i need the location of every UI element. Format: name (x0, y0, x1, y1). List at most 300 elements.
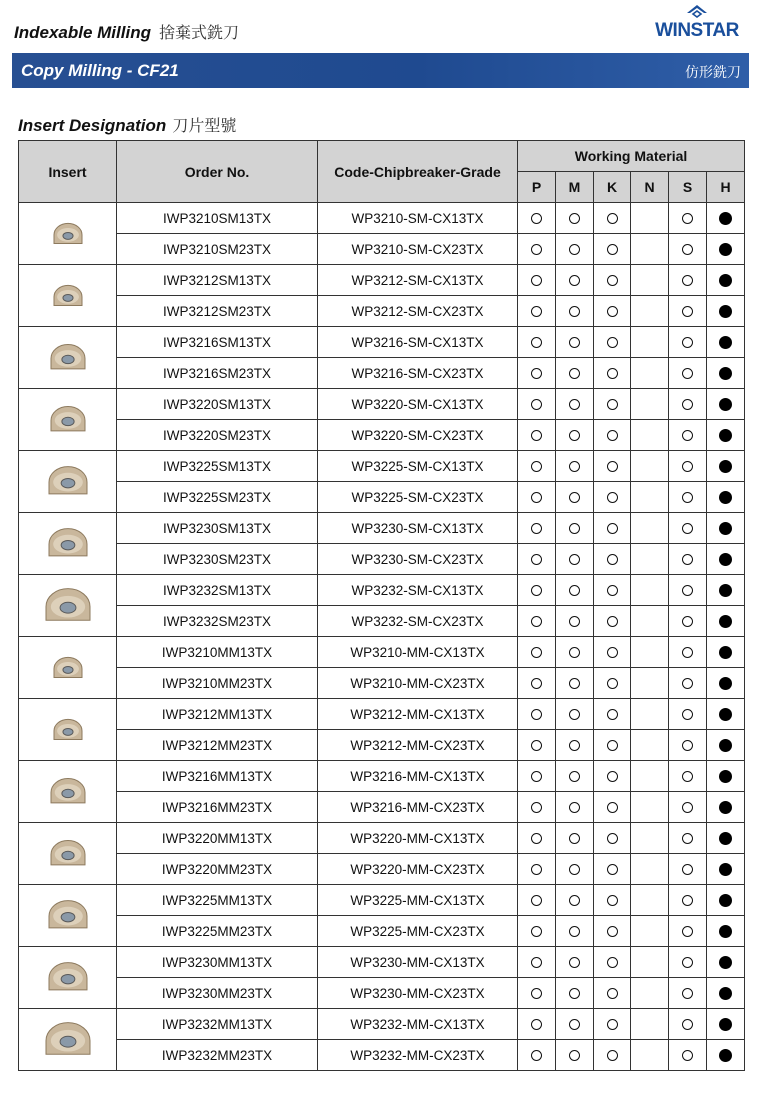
material-n: N (631, 172, 669, 203)
suitability-cell (669, 885, 707, 916)
open-circle-icon (569, 244, 580, 255)
page-title (14, 20, 239, 43)
suitability-cell (669, 823, 707, 854)
order-no-cell: IWP3230SM23TX (117, 544, 318, 575)
open-circle-icon (607, 1050, 618, 1061)
suitability-cell (556, 885, 594, 916)
suitability-cell (707, 792, 745, 823)
suitability-cell (518, 389, 556, 420)
open-circle-icon (531, 1019, 542, 1030)
suitability-cell (556, 234, 594, 265)
order-no-cell: IWP3212MM13TX (117, 699, 318, 730)
open-circle-icon (531, 368, 542, 379)
suitability-cell (669, 203, 707, 234)
open-circle-icon (607, 833, 618, 844)
open-circle-icon (682, 368, 693, 379)
logo-mark-icon (684, 4, 710, 20)
filled-circle-icon (719, 398, 732, 411)
open-circle-icon (607, 492, 618, 503)
open-circle-icon (531, 306, 542, 317)
order-no-cell: IWP3232SM23TX (117, 606, 318, 637)
filled-circle-icon (719, 925, 732, 938)
suitability-cell (594, 668, 631, 699)
filled-circle-icon (719, 553, 732, 566)
order-no-cell: IWP3216SM13TX (117, 327, 318, 358)
open-circle-icon (531, 585, 542, 596)
table-row (19, 823, 745, 854)
code-cell: WP3212-SM-CX13TX (318, 265, 518, 296)
suitability-cell (707, 606, 745, 637)
table-body (19, 203, 745, 1071)
section-banner (12, 53, 749, 88)
suitability-cell (669, 513, 707, 544)
suitability-cell (556, 637, 594, 668)
suitability-cell (669, 420, 707, 451)
insert-image-cell (19, 823, 117, 885)
open-circle-icon (682, 337, 693, 348)
open-circle-icon (569, 337, 580, 348)
code-cell: WP3220-MM-CX23TX (318, 854, 518, 885)
suitability-cell (518, 637, 556, 668)
insert-xlarge-icon (43, 1018, 93, 1061)
table-row (19, 1040, 745, 1071)
insert-large-icon (46, 958, 90, 996)
open-circle-icon (682, 864, 693, 875)
table-row (19, 265, 745, 296)
filled-circle-icon (719, 367, 732, 380)
header-order-no: Order No. (117, 141, 318, 203)
open-circle-icon (682, 492, 693, 503)
insert-medium-icon (48, 402, 88, 437)
suitability-cell (631, 575, 669, 606)
code-cell: WP3216-MM-CX23TX (318, 792, 518, 823)
suitability-cell (594, 1040, 631, 1071)
order-no-cell: IWP3230MM13TX (117, 947, 318, 978)
table-row (19, 544, 745, 575)
order-no-cell: IWP3230SM13TX (117, 513, 318, 544)
suitability-cell (594, 699, 631, 730)
suitability-cell (518, 451, 556, 482)
suitability-cell (594, 823, 631, 854)
suitability-cell (707, 451, 745, 482)
insert-large-icon (46, 524, 90, 562)
suitability-cell (707, 575, 745, 606)
suitability-cell (707, 203, 745, 234)
suitability-cell (669, 389, 707, 420)
open-circle-icon (569, 275, 580, 286)
suitability-cell (669, 792, 707, 823)
open-circle-icon (682, 740, 693, 751)
suitability-cell (518, 513, 556, 544)
open-circle-icon (607, 895, 618, 906)
open-circle-icon (682, 1050, 693, 1061)
filled-circle-icon (719, 460, 732, 473)
filled-circle-icon (719, 336, 732, 349)
material-h: H (707, 172, 745, 203)
open-circle-icon (531, 554, 542, 565)
open-circle-icon (682, 244, 693, 255)
open-circle-icon (607, 926, 618, 937)
suitability-cell (556, 203, 594, 234)
order-no-cell: IWP3225SM23TX (117, 482, 318, 513)
open-circle-icon (607, 585, 618, 596)
banner-title-zh: 仿形銑刀 (685, 64, 741, 80)
code-cell: WP3212-MM-CX13TX (318, 699, 518, 730)
suitability-cell (594, 575, 631, 606)
suitability-cell (707, 885, 745, 916)
suitability-cell (631, 978, 669, 1009)
suitability-cell (556, 451, 594, 482)
suitability-cell (518, 947, 556, 978)
code-cell: WP3216-SM-CX13TX (318, 327, 518, 358)
code-cell: WP3230-SM-CX13TX (318, 513, 518, 544)
order-no-cell: IWP3216MM23TX (117, 792, 318, 823)
table-row (19, 358, 745, 389)
table-row (19, 203, 745, 234)
filled-circle-icon (719, 770, 732, 783)
open-circle-icon (569, 616, 580, 627)
open-circle-icon (531, 771, 542, 782)
code-cell: WP3210-SM-CX13TX (318, 203, 518, 234)
open-circle-icon (682, 213, 693, 224)
code-cell: WP3216-MM-CX13TX (318, 761, 518, 792)
insert-image-cell (19, 451, 117, 513)
open-circle-icon (531, 833, 542, 844)
filled-circle-icon (719, 584, 732, 597)
suitability-cell (707, 978, 745, 1009)
suitability-cell (631, 699, 669, 730)
open-circle-icon (682, 461, 693, 472)
open-circle-icon (569, 430, 580, 441)
suitability-cell (556, 1009, 594, 1040)
suitability-cell (707, 1040, 745, 1071)
suitability-cell (631, 885, 669, 916)
order-no-cell: IWP3216SM23TX (117, 358, 318, 389)
open-circle-icon (607, 430, 618, 441)
code-cell: WP3230-MM-CX13TX (318, 947, 518, 978)
suitability-cell (631, 544, 669, 575)
table-row (19, 885, 745, 916)
filled-circle-icon (719, 522, 732, 535)
section-heading-en: Insert Designation (18, 116, 167, 135)
suitability-cell (707, 234, 745, 265)
suitability-cell (631, 1009, 669, 1040)
suitability-cell (594, 761, 631, 792)
table-row (19, 978, 745, 1009)
code-cell: WP3220-SM-CX23TX (318, 420, 518, 451)
order-no-cell: IWP3220MM13TX (117, 823, 318, 854)
suitability-cell (518, 606, 556, 637)
open-circle-icon (682, 678, 693, 689)
suitability-cell (707, 668, 745, 699)
suitability-cell (556, 823, 594, 854)
open-circle-icon (607, 1019, 618, 1030)
suitability-cell (631, 389, 669, 420)
open-circle-icon (607, 306, 618, 317)
filled-circle-icon (719, 739, 732, 752)
suitability-cell (556, 730, 594, 761)
suitability-cell (556, 792, 594, 823)
open-circle-icon (682, 275, 693, 286)
suitability-cell (707, 513, 745, 544)
suitability-cell (518, 854, 556, 885)
insert-small-icon (51, 281, 85, 311)
open-circle-icon (531, 709, 542, 720)
suitability-cell (556, 699, 594, 730)
insert-medium-icon (48, 340, 88, 375)
open-circle-icon (607, 678, 618, 689)
open-circle-icon (531, 244, 542, 255)
filled-circle-icon (719, 429, 732, 442)
filled-circle-icon (719, 832, 732, 845)
table-row (19, 327, 745, 358)
open-circle-icon (569, 554, 580, 565)
suitability-cell (518, 1009, 556, 1040)
insert-medium-icon (48, 774, 88, 809)
suitability-cell (518, 1040, 556, 1071)
suitability-cell (669, 699, 707, 730)
open-circle-icon (531, 1050, 542, 1061)
suitability-cell (631, 451, 669, 482)
suitability-cell (556, 296, 594, 327)
open-circle-icon (569, 709, 580, 720)
suitability-cell (631, 420, 669, 451)
open-circle-icon (607, 461, 618, 472)
suitability-cell (556, 916, 594, 947)
open-circle-icon (531, 957, 542, 968)
open-circle-icon (607, 771, 618, 782)
suitability-cell (707, 761, 745, 792)
suitability-cell (594, 203, 631, 234)
order-no-cell: IWP3230MM23TX (117, 978, 318, 1009)
code-cell: WP3216-SM-CX23TX (318, 358, 518, 389)
table-row (19, 730, 745, 761)
table-row (19, 668, 745, 699)
open-circle-icon (682, 771, 693, 782)
suitability-cell (594, 513, 631, 544)
suitability-cell (707, 327, 745, 358)
open-circle-icon (607, 957, 618, 968)
open-circle-icon (569, 461, 580, 472)
insert-small-icon (51, 715, 85, 745)
order-no-cell: IWP3210SM13TX (117, 203, 318, 234)
table-row (19, 513, 745, 544)
order-no-cell: IWP3216MM13TX (117, 761, 318, 792)
open-circle-icon (531, 740, 542, 751)
table-row (19, 947, 745, 978)
suitability-cell (669, 544, 707, 575)
insert-designation-table (18, 140, 745, 1071)
suitability-cell (518, 420, 556, 451)
order-no-cell: IWP3212SM13TX (117, 265, 318, 296)
section-heading-zh: 刀片型號 (172, 118, 237, 135)
suitability-cell (631, 823, 669, 854)
suitability-cell (631, 637, 669, 668)
insert-image-cell (19, 1009, 117, 1071)
open-circle-icon (682, 554, 693, 565)
open-circle-icon (531, 492, 542, 503)
open-circle-icon (569, 1019, 580, 1030)
open-circle-icon (682, 926, 693, 937)
table-row (19, 761, 745, 792)
suitability-cell (594, 544, 631, 575)
order-no-cell: IWP3212SM23TX (117, 296, 318, 327)
suitability-cell (556, 854, 594, 885)
open-circle-icon (682, 306, 693, 317)
suitability-cell (707, 699, 745, 730)
filled-circle-icon (719, 615, 732, 628)
suitability-cell (707, 389, 745, 420)
suitability-cell (631, 296, 669, 327)
open-circle-icon (682, 988, 693, 999)
open-circle-icon (682, 399, 693, 410)
filled-circle-icon (719, 956, 732, 969)
suitability-cell (556, 575, 594, 606)
suitability-cell (669, 978, 707, 1009)
suitability-cell (518, 792, 556, 823)
open-circle-icon (607, 864, 618, 875)
insert-image-cell (19, 575, 117, 637)
suitability-cell (669, 482, 707, 513)
open-circle-icon (682, 585, 693, 596)
table-row (19, 606, 745, 637)
suitability-cell (518, 265, 556, 296)
suitability-cell (518, 234, 556, 265)
suitability-cell (556, 1040, 594, 1071)
suitability-cell (594, 296, 631, 327)
order-no-cell: IWP3225SM13TX (117, 451, 318, 482)
suitability-cell (518, 668, 556, 699)
code-cell: WP3230-SM-CX23TX (318, 544, 518, 575)
suitability-cell (594, 730, 631, 761)
open-circle-icon (607, 275, 618, 286)
open-circle-icon (682, 523, 693, 534)
filled-circle-icon (719, 708, 732, 721)
suitability-cell (631, 668, 669, 699)
code-cell: WP3210-MM-CX13TX (318, 637, 518, 668)
code-cell: WP3232-SM-CX13TX (318, 575, 518, 606)
open-circle-icon (531, 988, 542, 999)
open-circle-icon (569, 523, 580, 534)
filled-circle-icon (719, 1049, 732, 1062)
table-row (19, 699, 745, 730)
insert-image-cell (19, 203, 117, 265)
order-no-cell: IWP3232MM23TX (117, 1040, 318, 1071)
filled-circle-icon (719, 894, 732, 907)
code-cell: WP3210-SM-CX23TX (318, 234, 518, 265)
open-circle-icon (682, 957, 693, 968)
table-row (19, 296, 745, 327)
filled-circle-icon (719, 987, 732, 1000)
code-cell: WP3232-MM-CX23TX (318, 1040, 518, 1071)
order-no-cell: IWP3232SM13TX (117, 575, 318, 606)
suitability-cell (631, 792, 669, 823)
open-circle-icon (531, 461, 542, 472)
open-circle-icon (569, 306, 580, 317)
suitability-cell (669, 730, 707, 761)
order-no-cell: IWP3212MM23TX (117, 730, 318, 761)
suitability-cell (707, 730, 745, 761)
open-circle-icon (569, 213, 580, 224)
suitability-cell (518, 544, 556, 575)
open-circle-icon (569, 833, 580, 844)
open-circle-icon (607, 988, 618, 999)
suitability-cell (556, 265, 594, 296)
suitability-cell (556, 358, 594, 389)
code-cell: WP3232-SM-CX23TX (318, 606, 518, 637)
open-circle-icon (682, 802, 693, 813)
order-no-cell: IWP3225MM13TX (117, 885, 318, 916)
insert-image-cell (19, 885, 117, 947)
insert-medium-icon (48, 836, 88, 871)
suitability-cell (594, 1009, 631, 1040)
suitability-cell (594, 451, 631, 482)
suitability-cell (594, 978, 631, 1009)
table-row (19, 234, 745, 265)
suitability-cell (594, 916, 631, 947)
order-no-cell: IWP3210MM23TX (117, 668, 318, 699)
material-m: M (556, 172, 594, 203)
suitability-cell (631, 358, 669, 389)
suitability-cell (631, 854, 669, 885)
header-code: Code-Chipbreaker-Grade (318, 141, 518, 203)
filled-circle-icon (719, 677, 732, 690)
suitability-cell (669, 916, 707, 947)
table-row (19, 792, 745, 823)
code-cell: WP3210-MM-CX23TX (318, 668, 518, 699)
table-row (19, 916, 745, 947)
open-circle-icon (531, 647, 542, 658)
open-circle-icon (569, 492, 580, 503)
suitability-cell (594, 482, 631, 513)
suitability-cell (631, 606, 669, 637)
filled-circle-icon (719, 646, 732, 659)
suitability-cell (669, 1040, 707, 1071)
table-row (19, 854, 745, 885)
open-circle-icon (531, 337, 542, 348)
open-circle-icon (682, 616, 693, 627)
section-heading (18, 113, 236, 136)
open-circle-icon (531, 523, 542, 534)
table-row (19, 575, 745, 606)
table-row (19, 1009, 745, 1040)
open-circle-icon (607, 337, 618, 348)
insert-small-icon (51, 653, 85, 683)
open-circle-icon (607, 368, 618, 379)
open-circle-icon (607, 554, 618, 565)
suitability-cell (707, 358, 745, 389)
insert-image-cell (19, 699, 117, 761)
open-circle-icon (682, 895, 693, 906)
suitability-cell (594, 637, 631, 668)
open-circle-icon (607, 616, 618, 627)
code-cell: WP3225-SM-CX23TX (318, 482, 518, 513)
open-circle-icon (682, 833, 693, 844)
suitability-cell (594, 265, 631, 296)
suitability-cell (669, 575, 707, 606)
suitability-cell (518, 761, 556, 792)
open-circle-icon (607, 244, 618, 255)
suitability-cell (594, 854, 631, 885)
open-circle-icon (607, 213, 618, 224)
suitability-cell (518, 482, 556, 513)
suitability-cell (669, 668, 707, 699)
open-circle-icon (531, 399, 542, 410)
insert-image-cell (19, 761, 117, 823)
suitability-cell (707, 1009, 745, 1040)
header-working-material: Working Material (518, 141, 745, 172)
filled-circle-icon (719, 274, 732, 287)
